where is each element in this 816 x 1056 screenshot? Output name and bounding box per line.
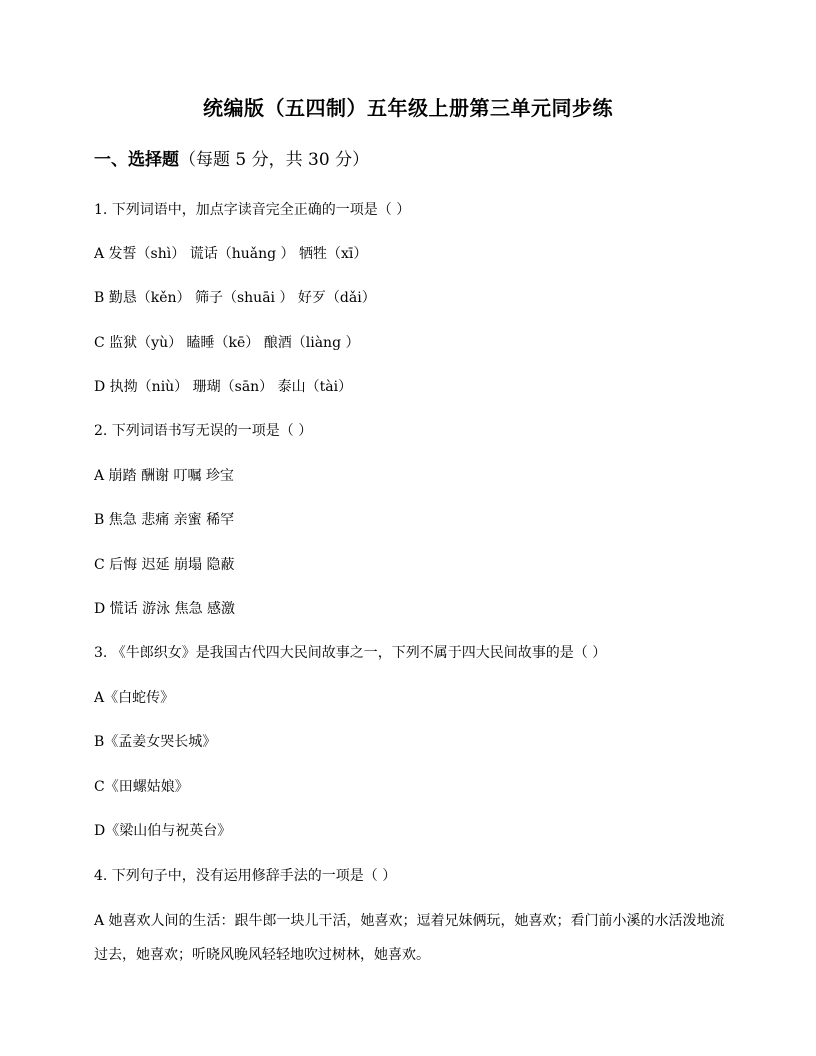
question-1-stem: 1. 下列词语中，加点字读音完全正确的一项是（ ） xyxy=(94,202,411,218)
question-3-option-b: B《孟姜女哭长城》 xyxy=(94,734,217,750)
question-4-option-a: A 她喜欢人间的生活：跟牛郎一块儿干活，她喜欢；逗着兄妹俩玩，她喜欢；看门前小溪的水活泼地流过去，她喜欢；听晓风晚风轻轻地吹过树林，她喜欢。 xyxy=(94,913,725,963)
question-2-option-c: C 后悔 迟延 崩塌 隐蔽 xyxy=(94,557,235,573)
question-1-option-a: A 发誓（shì） 谎话（huǎng ） 牺牲（xī） xyxy=(94,246,368,262)
question-1-option-d: D 执拗（niù） 珊瑚（sān） 泰山（tài） xyxy=(94,379,353,395)
question-2-option-b: B 焦急 悲痛 亲蜜 稀罕 xyxy=(94,512,235,528)
question-3-stem: 3. 《牛郎织女》是我国古代四大民间故事之一，下列不属于四大民间故事的是（ ） xyxy=(94,645,607,661)
question-3-option-c: C《田螺姑娘》 xyxy=(94,779,189,795)
section-heading-note: （每题 5 分，共 30 分） xyxy=(179,150,370,170)
question-1-option-b: B 勤恳（kěn） 筛子（shuāi ） 好歹（dǎi） xyxy=(94,290,376,306)
question-4-stem: 4. 下列句子中，没有运用修辞手法的一项是（ ） xyxy=(94,868,397,884)
question-2-option-d: D 慌话 游泳 焦急 感激 xyxy=(94,601,236,617)
document-title: 统编版（五四制）五年级上册第三单元同步练 xyxy=(203,96,613,120)
question-3-option-a: A《白蛇传》 xyxy=(94,690,175,706)
question-3-option-d: D《梁山伯与祝英台》 xyxy=(94,823,232,839)
question-2-option-a: A 崩踏 酬谢 叮嘱 珍宝 xyxy=(94,468,234,484)
section-heading xyxy=(94,148,369,172)
question-2-stem: 2. 下列词语书写无误的一项是（ ） xyxy=(94,423,313,439)
section-heading-label: 一、选择题 xyxy=(94,150,179,170)
question-1-option-c: C 监狱（yù） 瞌睡（kē） 酿酒（liàng ） xyxy=(94,335,360,351)
